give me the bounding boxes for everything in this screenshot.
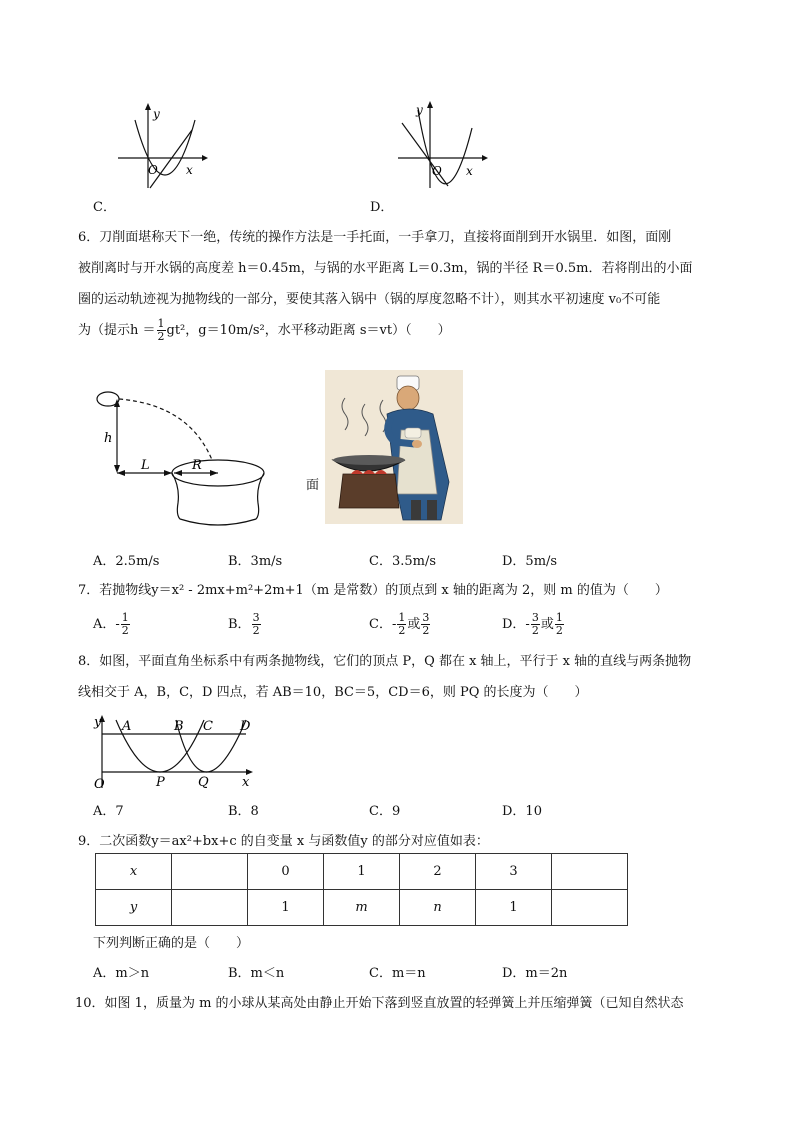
label-Q: Q	[198, 775, 209, 790]
table-cell: 2	[400, 854, 476, 890]
q8-parabolas-figure	[90, 714, 260, 790]
mian-label: 面	[306, 478, 320, 493]
q7-option-a[interactable]: A．- $\frac{1}{2}$	[93, 611, 129, 637]
question-8	[78, 646, 728, 708]
q8-option-a[interactable]: A．7	[93, 804, 124, 819]
q7-option-d[interactable]: D．- $\frac{3}{2}$ 或 $\frac{1}{2}$	[502, 611, 563, 637]
table-cell: n	[400, 890, 476, 926]
table-cell: x	[96, 854, 172, 890]
q6-line4: 为（提示h ＝ $\frac{1}{2}$ gt²，g＝10m/s²，水平移动距离 s＝vt）（ ）	[78, 317, 451, 343]
option-c-label[interactable]: C．	[93, 200, 116, 215]
label-A: A	[122, 719, 132, 734]
q6-line3: 圈的运动轨迹视为抛物线的一部分，要使其落入锅中（锅的厚度忽略不计），则其水平初速度 v₀不可能	[78, 292, 661, 307]
question-7-stem: 7．若抛物线y＝x² - 2mx+m²+2m+1（m 是常数）的顶点到 x 轴的距离为 2，则 m 的值为（ ）	[78, 583, 668, 598]
table-cell	[552, 890, 628, 926]
q9-value-table	[95, 853, 628, 926]
x-label: x	[466, 164, 473, 178]
table-cell: y	[96, 890, 172, 926]
q8-option-c[interactable]: C．9	[369, 804, 401, 819]
R-label: R	[192, 458, 202, 473]
q6-line1: 6．刀削面堪称天下一绝，传统的操作方法是一手托面，一手拿刀，直接将面削到开水锅里．如图，面刚	[78, 230, 672, 245]
q6-option-b[interactable]: B．3m/s	[228, 554, 283, 569]
y-label: y	[416, 103, 423, 117]
q6-line2: 被削离时与开水锅的高度差 h＝0.45m，与锅的水平距离 L＝0.3m，锅的半径 R＝0.5m．若将削出的小面	[78, 261, 693, 276]
q6-option-d[interactable]: D．5m/s	[502, 554, 558, 569]
L-label: L	[141, 458, 150, 473]
q7-option-c[interactable]: C．- $\frac{1}{2}$ 或 $\frac{3}{2}$	[369, 611, 430, 637]
question-10-line1: 10．如图 1，质量为 m 的小球从某高处由静止开始下落到竖直放置的轻弹簧上并压缩弹簧（已知自然状态	[75, 996, 684, 1011]
table-row	[96, 854, 628, 890]
table-cell: 1	[324, 854, 400, 890]
origin-label: O	[432, 164, 442, 178]
table-cell: 0	[248, 854, 324, 890]
q8-option-d[interactable]: D．10	[502, 804, 542, 819]
table-cell: 1	[248, 890, 324, 926]
label-x: x	[242, 775, 250, 790]
option-d-label[interactable]: D．	[370, 200, 394, 215]
parabola	[418, 110, 472, 184]
q7-option-b[interactable]: B． $\frac{3}{2}$	[228, 611, 260, 637]
q6-option-a[interactable]: A．2.5m/s	[93, 554, 160, 569]
table-cell: m	[324, 890, 400, 926]
q9-option-d[interactable]: D．m＝2n	[502, 966, 568, 981]
label-y: y	[94, 715, 102, 730]
y-label: y	[153, 107, 160, 121]
option-d-graph	[390, 98, 490, 190]
q9-option-b[interactable]: B．m＜n	[228, 966, 285, 981]
label-D: D	[240, 719, 251, 734]
trajectory	[119, 399, 214, 465]
question-6	[78, 222, 728, 346]
half-fraction: $\frac{1}{2}$	[157, 317, 165, 343]
label-B: B	[174, 719, 184, 734]
label-O: O	[94, 777, 105, 790]
origin-label: O	[148, 163, 158, 177]
label-P: P	[156, 775, 165, 790]
label-C: C	[203, 719, 213, 734]
q6-option-c[interactable]: C．3.5m/s	[369, 554, 436, 569]
q8-option-b[interactable]: B．8	[228, 804, 259, 819]
table-row	[96, 890, 628, 926]
q8-line1: 8．如图，平面直角坐标系中有两条抛物线，它们的顶点 P，Q 都在 x 轴上，平行于 x 轴的直线与两条抛物	[78, 654, 692, 669]
q9-question: 下列判断正确的是（ ）	[93, 936, 250, 951]
h-label: h	[104, 431, 113, 446]
table-cell: 3	[476, 854, 552, 890]
table-cell	[552, 854, 628, 890]
q9-option-a[interactable]: A．m＞n	[93, 966, 150, 981]
table-cell	[172, 854, 248, 890]
option-c-graph	[110, 100, 210, 190]
chef-illustration	[325, 370, 463, 524]
q6-projectile-figure	[92, 385, 272, 530]
x-label: x	[186, 163, 193, 177]
table-cell: 1	[476, 890, 552, 926]
table-cell	[172, 890, 248, 926]
question-9-stem: 9．二次函数y＝ax²+bx+c 的自变量 x 与函数值y 的部分对应值如表：	[78, 834, 489, 849]
line	[150, 130, 192, 188]
q9-option-c[interactable]: C．m＝n	[369, 966, 426, 981]
q8-line2: 线相交于 A，B，C，D 四点，若 AB＝10，BC＝5，CD＝6，则 PQ 的长度为（ ）	[78, 685, 588, 700]
